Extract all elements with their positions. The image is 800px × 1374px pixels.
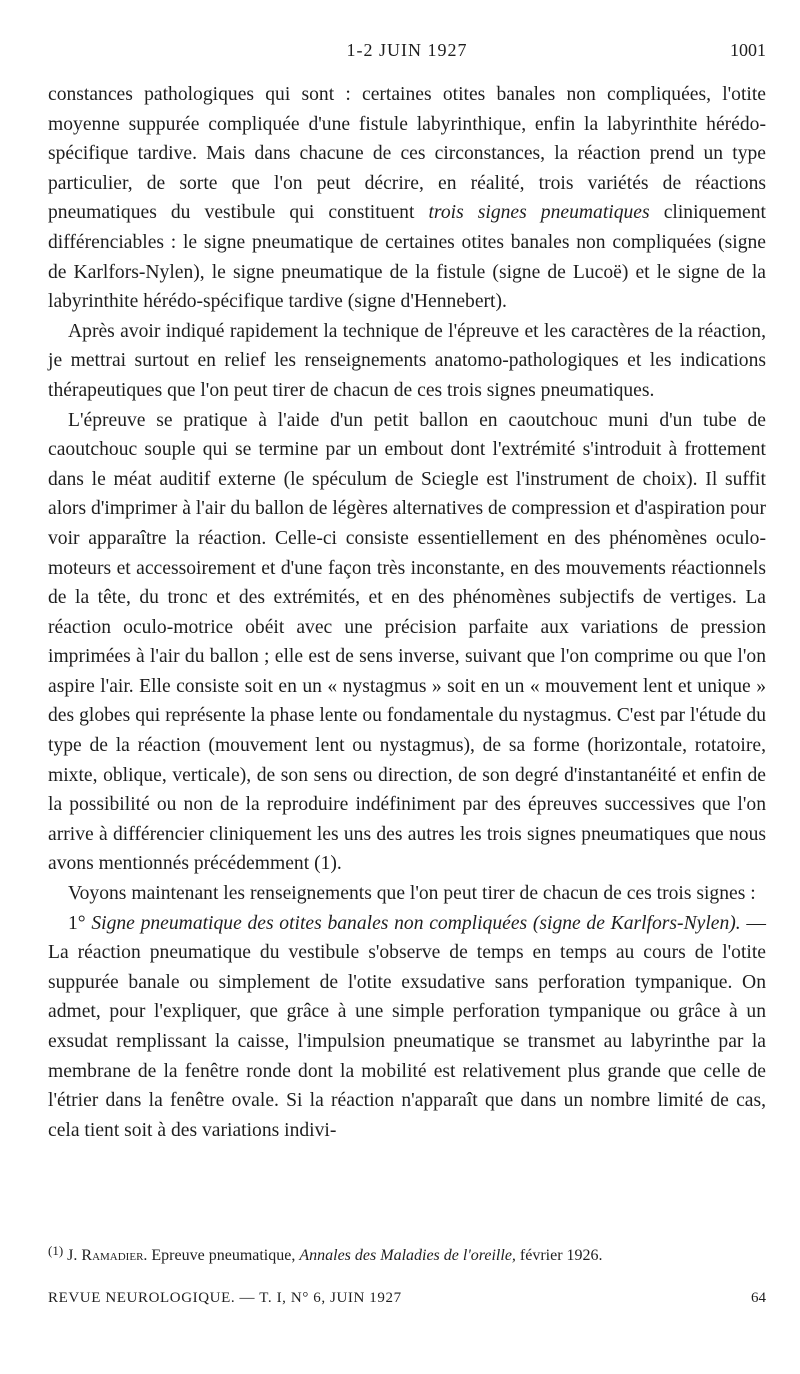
footnote <box>48 1240 766 1267</box>
running-header <box>48 40 766 70</box>
footnote-text: Epreuve pneumatique, <box>147 1247 300 1264</box>
paragraph-5-italic: Signe pneumatique des otites banales non compliquées (signe de Karlfors-Nylen). <box>91 912 741 934</box>
body-text <box>48 80 766 1145</box>
paragraph-5-after: — La réaction pneumatique du vestibule s'observe de temps en temps au cours de l'otite suppurée banale ou simplement de l'otite exsudative sans perforation tympanique. On admet, pour l'expliquer, que grâce à une simple perforation tympanique ou grâce à un exsudat remplissant la caisse, l'impulsion pneumatique se transmet au labyrinthe par la membrane de la fenêtre ronde dont la mobilité est relativement plus grande que celle de l'étrier dans la fenêtre ovale. Si la réaction n'apparaît que dans un nombre limité de cas, cela tient soit à des variations indivi- <box>48 912 766 1141</box>
paragraph-5 <box>48 909 766 1146</box>
paragraph-5-lead: 1° <box>68 912 92 934</box>
paragraph-1-italic: trois signes pneumatiques <box>428 202 650 224</box>
paragraph-1-text: constances pathologiques qui sont : certaines otites banales non compliquées, l'otite moyenne suppurée compliquée d'une fistule labyrinthique, enfin la labyrinthite hérédo-spécifique tardive. Mais dans chacune de ces circonstances, la réaction prend un type particulier, de sorte que l'on peut décrire, en réalité, trois variétés de réactions pneumatiques du vestibule qui constituent <box>48 84 766 224</box>
paragraph-1 <box>48 80 766 317</box>
footer-sheet-number: 64 <box>751 1290 766 1306</box>
header-date: 1-2 JUIN 1927 <box>346 40 468 60</box>
page-number: 1001 <box>730 40 766 60</box>
paragraph-3: L'épreuve se pratique à l'aide d'un petit ballon en caoutchouc muni d'un tube de caoutchouc souple qui se termine par un embout dont l'extrémité s'introduit à frottement dans le méat auditif externe (le spéculum de Sciegle est l'instrument de choix). Il suffit alors d'imprimer à l'air du ballon de légères alternatives de compression et d'aspiration pour voir apparaître la réaction. Celle-ci consiste essentiellement en des phénomènes oculo-moteurs et accessoirement et d'une façon très inconstante, en des mouvements réactionnels de la tête, du tronc et des extrémités, et en des phénomènes subjectifs de vertiges. La réaction oculo-motrice obéit avec une précision parfaite aux variations de pression imprimées à l'air du ballon ; elle est de sens inverse, suivant que l'on comprime ou que l'on aspire l'air. Elle consiste soit en un « nystagmus » soit en un « mouvement lent et unique » des globes qui représente la phase lente ou fondamentale du nystagmus. C'est par l'étude du type de la réaction (mouvement lent ou nystagmus), de sa forme (horizontale, rotatoire, mixte, oblique, verticale), de son sens ou direction, de son degré d'instantanéité et enfin de la possibilité ou non de la reproduire indéfiniment par des épreuves successives que l'on arrive à différencier cliniquement les uns des autres les trois signes pneumatiques que nous avons mentionnés précédemment (1). <box>48 409 766 875</box>
footnote-number: (1) <box>48 1243 64 1258</box>
paragraph-4: Voyons maintenant les renseignements que l'on peut tirer de chacun de ces trois signes : <box>68 883 756 905</box>
footnote-author: J. Ramadier. <box>67 1247 148 1264</box>
paragraph-1-after: cliniquement différenciables : le signe pneumatique de certaines otites banales non compliquées (signe de Karlfors-Nylen), le signe pneumatique de la fistule (signe de Lucoë) et le signe de la labyrinthite hérédo-spécifique tardive (signe d'Hennebert). <box>48 202 766 313</box>
footnote-date: février 1926. <box>515 1247 603 1264</box>
paragraph-2: Après avoir indiqué rapidement la technique de l'épreuve et les caractères de la réaction, je mettrai surtout en relief les renseignements anatomo-pathologiques et les indications thérapeutiques que l'on peut tirer de chacun de ces trois signes pneumatiques. <box>48 320 766 401</box>
footnote-journal: Annales des Maladies de l'oreille, <box>299 1247 516 1264</box>
running-footer <box>48 1290 766 1314</box>
footer-journal: REVUE NEUROLOGIQUE. — T. I, N° 6, JUIN 1927 <box>48 1290 402 1306</box>
